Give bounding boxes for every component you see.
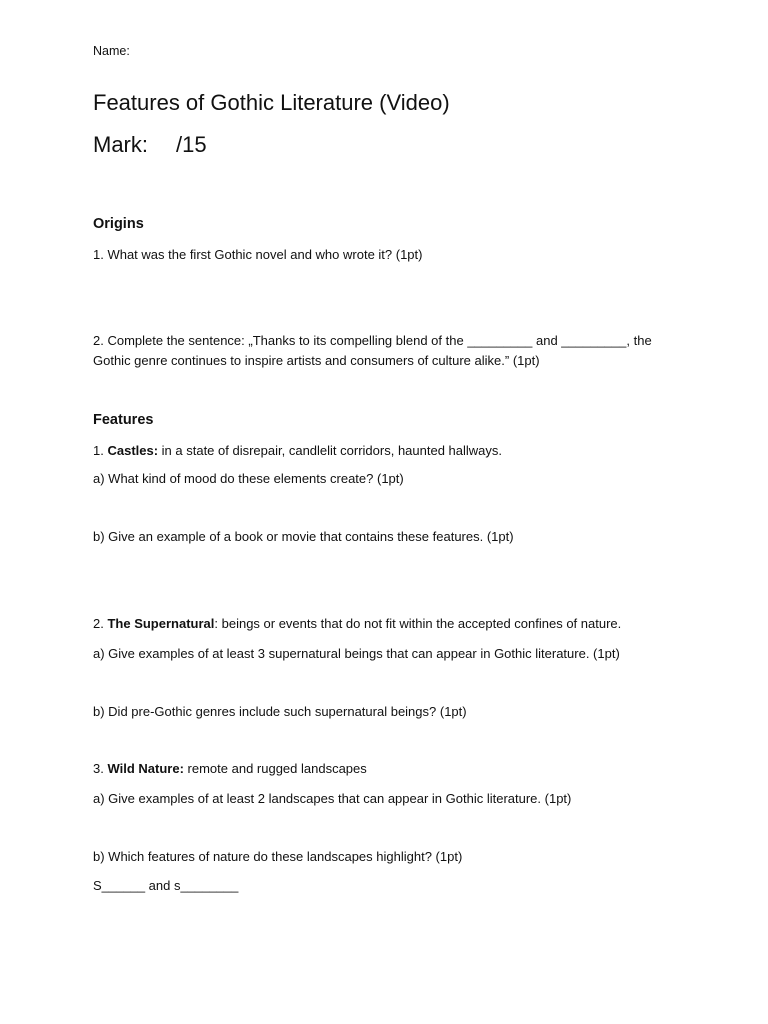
feature-supernatural-description: : beings or events that do not fit within the accepted confines of nature.	[214, 616, 622, 631]
origins-heading: Origins	[93, 216, 144, 232]
feature-wild-nature-number: 3.	[93, 761, 108, 776]
wild-nature-question-a: a) Give examples of at least 2 landscapes that can appear in Gothic literature. (1pt)	[93, 791, 572, 806]
feature-supernatural	[93, 614, 621, 633]
supernatural-question-b: b) Did pre-Gothic genres include such supernatural beings? (1pt)	[93, 704, 467, 719]
feature-wild-nature	[93, 759, 367, 778]
wild-nature-question-b: b) Which features of nature do these landscapes highlight? (1pt)	[93, 849, 463, 864]
features-heading: Features	[93, 412, 154, 428]
feature-supernatural-number: 2.	[93, 616, 108, 631]
feature-wild-nature-description: remote and rugged landscapes	[183, 761, 367, 776]
mark-label: Mark:	[93, 132, 148, 157]
feature-castles-description: in a state of disrepair, candlelit corridors, haunted hallways.	[158, 443, 503, 458]
wild-nature-answer-hint: S______ and s________	[93, 878, 239, 893]
name-label: Name:	[93, 44, 130, 58]
feature-wild-nature-term: Wild Nature:	[107, 761, 184, 776]
feature-castles	[93, 441, 502, 460]
feature-supernatural-term: The Supernatural	[107, 616, 215, 631]
castles-question-b: b) Give an example of a book or movie that contains these features. (1pt)	[93, 529, 514, 544]
origins-question-1: 1. What was the first Gothic novel and who wrote it? (1pt)	[93, 247, 423, 262]
mark-total: /15	[176, 132, 207, 157]
worksheet-title: Features of Gothic Literature (Video)	[93, 90, 450, 115]
castles-question-a: a) What kind of mood do these elements create? (1pt)	[93, 471, 404, 486]
mark-line	[93, 130, 207, 160]
feature-castles-term: Castles:	[107, 443, 159, 458]
feature-castles-number: 1.	[93, 443, 108, 458]
supernatural-question-a: a) Give examples of at least 3 supernatural beings that can appear in Gothic literature. (1pt)	[93, 646, 620, 661]
origins-question-2: 2. Complete the sentence: „Thanks to its compelling blend of the _________ and _________, the Gothic genre continues to inspire artists and consumers of culture alike.” (1pt)	[93, 333, 652, 368]
